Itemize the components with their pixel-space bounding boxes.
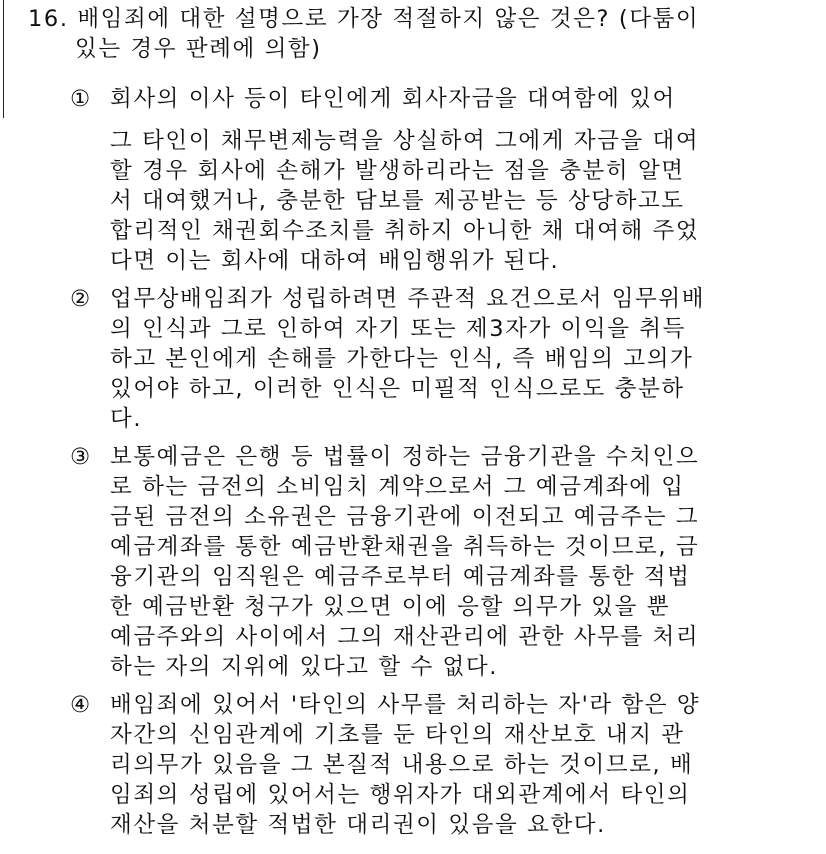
option-line: 다면 이는 회사에 대하여 배임행위가 된다.	[110, 248, 560, 274]
option-head-text: 업무상배임죄가 성립하려면 주관적 요건으로서 임무위배	[110, 286, 706, 312]
option-line: 임죄의 성립에 있어서는 행위자가 대외관계에서 타인의	[110, 782, 691, 808]
option-4	[70, 690, 810, 840]
question-line: 16. 배임죄에 대한 설명으로 가장 적절하지 않은 것은? (다툼이	[28, 6, 700, 32]
option-head-text: 회사의 이사 등이 타인에게 회사자금을 대여함에 있어	[110, 86, 676, 112]
option-head-text: 보통예금은 은행 등 법률이 정하는 금융기관을 수치인으	[110, 444, 700, 470]
option-marker: ③	[70, 444, 92, 470]
option-line: 리의무가 있음을 그 본질적 내용으로 하는 것이므로, 배	[110, 752, 694, 778]
option-2	[70, 284, 810, 434]
option-line: 예금주와의 사이에서 그의 재산관리에 관한 사무를 처리	[110, 624, 700, 650]
option-head	[70, 690, 810, 720]
left-border-rule	[3, 0, 4, 118]
option-line: 한 예금반환 청구가 있으면 이에 응할 의무가 있을 뿐	[110, 594, 671, 620]
option-line: 의 인식과 그로 인하여 자기 또는 제3자가 이익을 취득	[110, 316, 686, 342]
option-line: 있어야 하고, 이러한 인식은 미필적 인식으로도 충분하	[110, 376, 685, 402]
option-line: 금된 금전의 소유권은 금융기관에 이전되고 예금주는 그	[110, 504, 700, 530]
option-line: 로 하는 금전의 소비임치 계약으로서 그 예금계좌에 입	[110, 474, 685, 500]
option-head	[70, 84, 810, 114]
option-3	[70, 442, 810, 682]
answer-options	[70, 84, 810, 840]
option-head-text: 배임죄에 있어서 '타인의 사무를 처리하는 자'라 함은 양	[110, 692, 701, 718]
question-line: 있는 경우 판례에 의함)	[75, 36, 322, 62]
option-line: 하는 자의 지위에 있다고 할 수 없다.	[110, 654, 498, 680]
option-marker: ②	[70, 286, 92, 312]
option-marker: ①	[70, 86, 92, 112]
option-line: 하고 본인에게 손해를 가한다는 인식, 즉 배임의 고의가	[110, 346, 694, 372]
option-line: 할 경우 회사에 손해가 발생하리라는 점을 충분히 알면	[110, 158, 685, 184]
option-line: 서 대여했거나, 충분한 담보를 제공받는 등 상당하고도	[110, 188, 685, 214]
option-line: 다.	[110, 406, 143, 432]
question-stem	[28, 4, 818, 64]
option-line: 그 타인이 채무변제능력을 상실하여 그에게 자금을 대여	[110, 128, 700, 154]
option-line: 합리적인 채권회수조치를 취하지 아니한 채 대여해 주었	[110, 218, 700, 244]
option-line: 재산을 처분할 적법한 대리권이 있음을 요한다.	[110, 812, 606, 838]
option-marker: ④	[70, 692, 92, 718]
option-line: 예금계좌를 통한 예금반환채권을 취득하는 것이므로, 금	[110, 534, 700, 560]
option-head	[70, 284, 810, 314]
option-line: 융기관의 임직원은 예금주로부터 예금계좌를 통한 적법	[110, 564, 691, 590]
option-1	[70, 84, 810, 276]
option-line: 자간의 신임관계에 기초를 둔 타인의 재산보호 내지 관	[110, 722, 685, 748]
option-head	[70, 442, 810, 472]
